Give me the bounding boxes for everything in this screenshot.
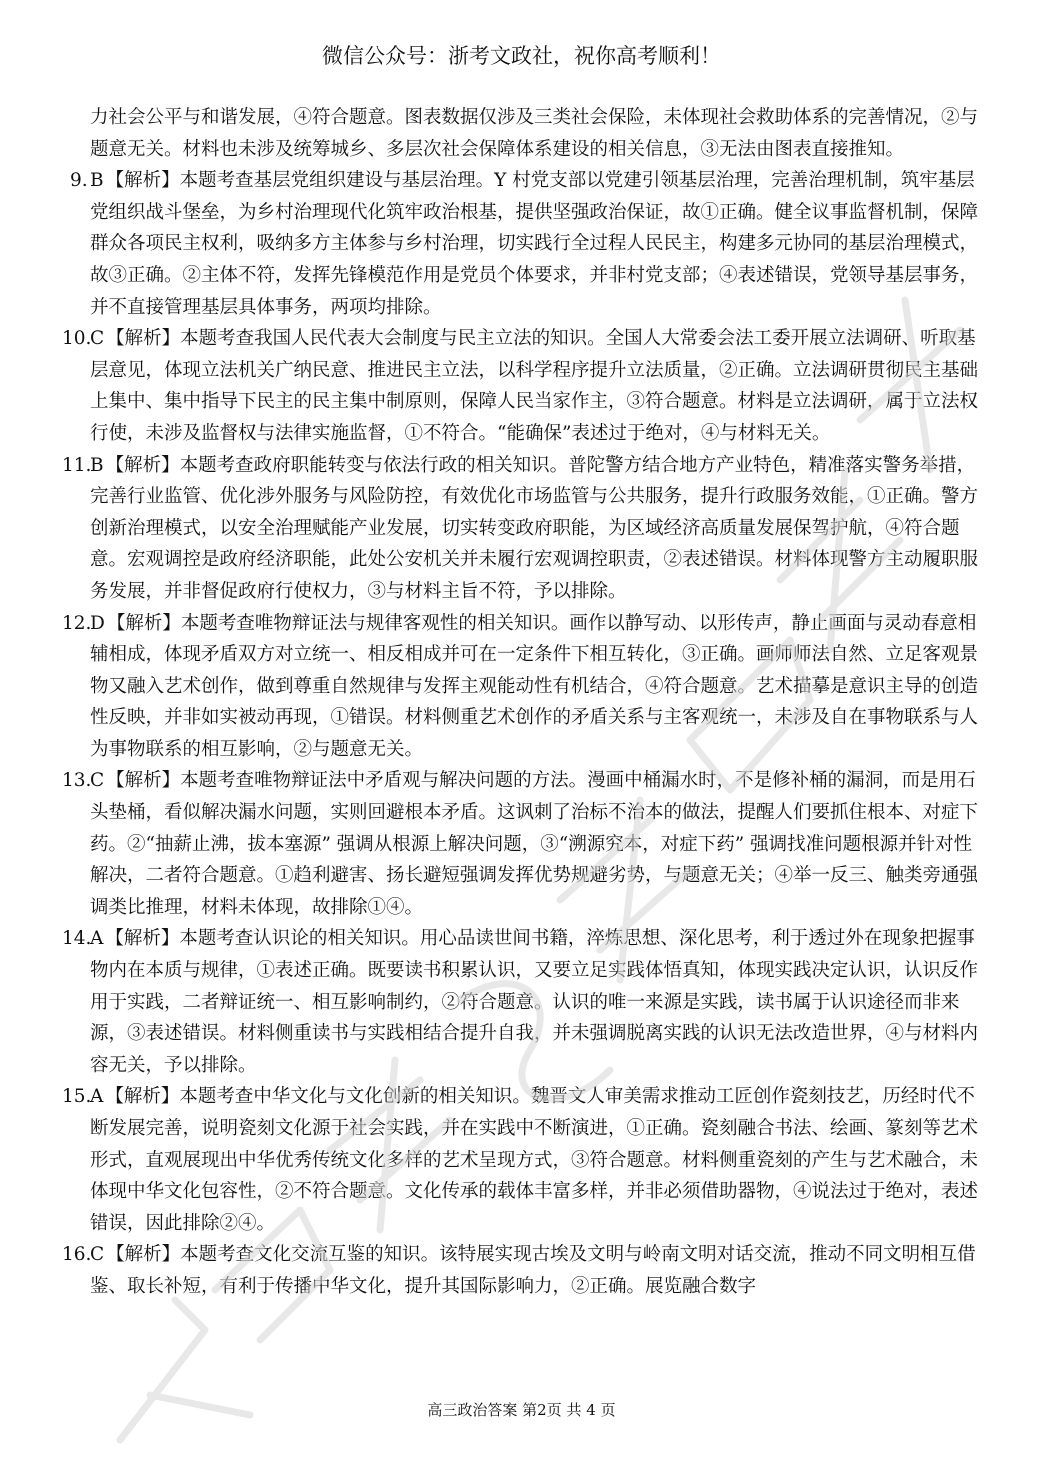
analysis-tag: 【解析】 (105, 1086, 180, 1108)
item-number: 11. (62, 454, 92, 476)
answer-item-13 (62, 765, 990, 923)
page-footer: 高三政治答案 第2页 共 4 页 (427, 1401, 616, 1419)
item-number: 16. (62, 1244, 92, 1266)
answer-item-16 (62, 1239, 990, 1302)
answer-item-15 (62, 1081, 990, 1239)
answer-letter: C (90, 770, 105, 792)
answer-letter: A (90, 1086, 104, 1108)
analysis-tag: 【解析】 (106, 1244, 181, 1266)
answer-item-9 (70, 165, 990, 323)
item-number: 15. (62, 1086, 92, 1108)
answer-item-10 (62, 323, 990, 449)
item-number: 10. (62, 328, 92, 350)
item-number: 9. (70, 170, 88, 192)
item-number: 14. (62, 928, 92, 950)
analysis-text: 本题考查文化交流互鉴的知识。该特展实现古埃及文明与岭南文明对话交流，推动不同文明相互借鉴、取长补短，有利于传播中华文化，提升其国际影响力，②正确。展览融合数字 (90, 1244, 976, 1297)
item-number: 12. (62, 612, 92, 634)
analysis-tag: 【解析】 (106, 612, 181, 634)
analysis-tag: 【解析】 (106, 770, 181, 792)
answer-item-14 (62, 923, 990, 1081)
analysis-text: 本题考查认识论的相关知识。用心品读世间书籍，淬炼思想、深化思考，利于透过外在现象把握事物内在本质与规律，①表述正确。既要读书积累认识，又要立足实践体悟真知，体现实践决定认识，认识反作用于实践，二者辩证统一、相互影响制约，②符合题意。认识的唯一来源是实践，读书属于认识途径而非来源，③表述错误。材料侧重读书与实践相结合提升自我，并未强调脱离实践的认识无法改造世界，④与材料内容无关，予以排除。 (90, 928, 979, 1076)
analysis-text: 本题考查唯物辩证法与规律客观性的相关知识。画作以静写动、以形传声，静止画面与灵动春意相辅相成，体现矛盾双方对立统一、相反相成并可在一定条件下相互转化，③正确。画师师法自然、立足客观景物又融入艺术创作，做到尊重自然规律与发挥主观能动性有机结合，④符合题意。艺术描摹是意识主导的创造性反映，并非如实被动再现，①错误。材料侧重艺术创作的矛盾关系与主客观统一，未涉及自在事物联系与人为事物联系的相互影响，②与题意无关。 (90, 612, 979, 760)
answer-item-11 (62, 450, 990, 608)
page-header: 微信公众号：浙考文政社，祝你高考顺利！ (322, 44, 721, 68)
answer-letter: D (90, 612, 105, 634)
continued-paragraph: 力社会公平与和谐发展，④符合题意。图表数据仅涉及三类社会保险，未体现社会救助体系的完善情况，②与题意无关。材料也未涉及统筹城乡、多层次社会保障体系建设的相关信息，③无法由图表直接推知。 (90, 107, 979, 160)
answer-letter: C (90, 328, 105, 350)
answer-letter: C (90, 1244, 105, 1266)
item-number: 13. (62, 770, 92, 792)
analysis-tag: 【解析】 (106, 328, 181, 350)
answer-letter: B (90, 454, 104, 476)
analysis-text: 本题考查我国人民代表大会制度与民主立法的知识。全国人大常委会法工委开展立法调研、听取基层意见，体现立法机关广纳民意、推进民主立法，以科学程序提升立法质量，②正确。立法调研贯彻民主基础上集中、集中指导下民主的民主集中制原则，保障人民当家作主，③符合题意。材料是立法调研，属于立法权行使，未涉及监督权与法律实施监督，①不符合。“能确保”表述过于绝对，④与材料无关。 (90, 328, 979, 444)
answer-letter: A (90, 928, 104, 950)
analysis-text: 本题考查基层党组织建设与基层治理。Y 村党支部以党建引领基层治理，完善治理机制，筑牢基层党组织战斗堡垒，为乡村治理现代化筑牢政治根基，提供坚强政治保证，故①正确。健全议事监督机制，保障群众各项民主权利，吸纳多方主体参与乡村治理，切实践行全过程人民民主，构建多元协同的基层治理模式，故③正确。②主体不符，发挥先锋模范作用是党员个体要求，并非村党支部；④表述错误，党领导基层事务，并不直接管理基层具体事务，两项均排除。 (90, 170, 979, 318)
analysis-text: 本题考查中华文化与文化创新的相关知识。魏晋文人审美需求推动工匠创作瓷刻技艺，历经时代不断发展完善，说明瓷刻文化源于社会实践，并在实践中不断演进，①正确。瓷刻融合书法、绘画、篆刻等艺术形式，直观展现出中华优秀传统文化多样的艺术呈现方式，③符合题意。材料侧重瓷刻的产生与艺术融合，未体现中华文化包容性，②不符合题意。文化传承的载体丰富多样，并非必须借助器物，④说法过于绝对，表述错误，因此排除②④。 (90, 1086, 979, 1234)
answer-item-12 (62, 608, 990, 766)
analysis-tag: 【解析】 (105, 454, 180, 476)
analysis-text: 本题考查政府职能转变与依法行政的相关知识。普陀警方结合地方产业特色，精准落实警务举措，完善行业监管、优化涉外服务与风险防控，有效优化市场监管与公共服务，提升行政服务效能，①正确。警方创新治理模式，以安全治理赋能产业发展，切实转变政府职能，为区域经济高质量发展保驾护航，④符合题意。宏观调控是政府经济职能，此处公安机关并未履行宏观调控职责，②表述错误。材料体现警方主动履职服务发展，并非督促政府行使权力，③与材料主旨不符，予以排除。 (90, 454, 979, 602)
analysis-tag: 【解析】 (105, 170, 180, 192)
answer-content (62, 102, 990, 1303)
analysis-text: 本题考查唯物辩证法中矛盾观与解决问题的方法。漫画中桶漏水时，不是修补桶的漏洞，而是用石头垫桶，看似解决漏水问题，实则回避根本矛盾。这讽刺了治标不治本的做法，提醒人们要抓住根本、对症下药。②“抽薪止沸，拔本塞源” 强调从根源上解决问题，③“溯源究本，对症下药” 强调找准问题根源并针对性解决，二者符合题意。①趋利避害、扬长避短强调发挥优势规避劣势，与题意无关；④举一反三、触类旁通强调类比推理，材料未体现，故排除①④。 (90, 770, 979, 918)
analysis-tag: 【解析】 (105, 928, 180, 950)
answer-letter: B (90, 170, 104, 192)
